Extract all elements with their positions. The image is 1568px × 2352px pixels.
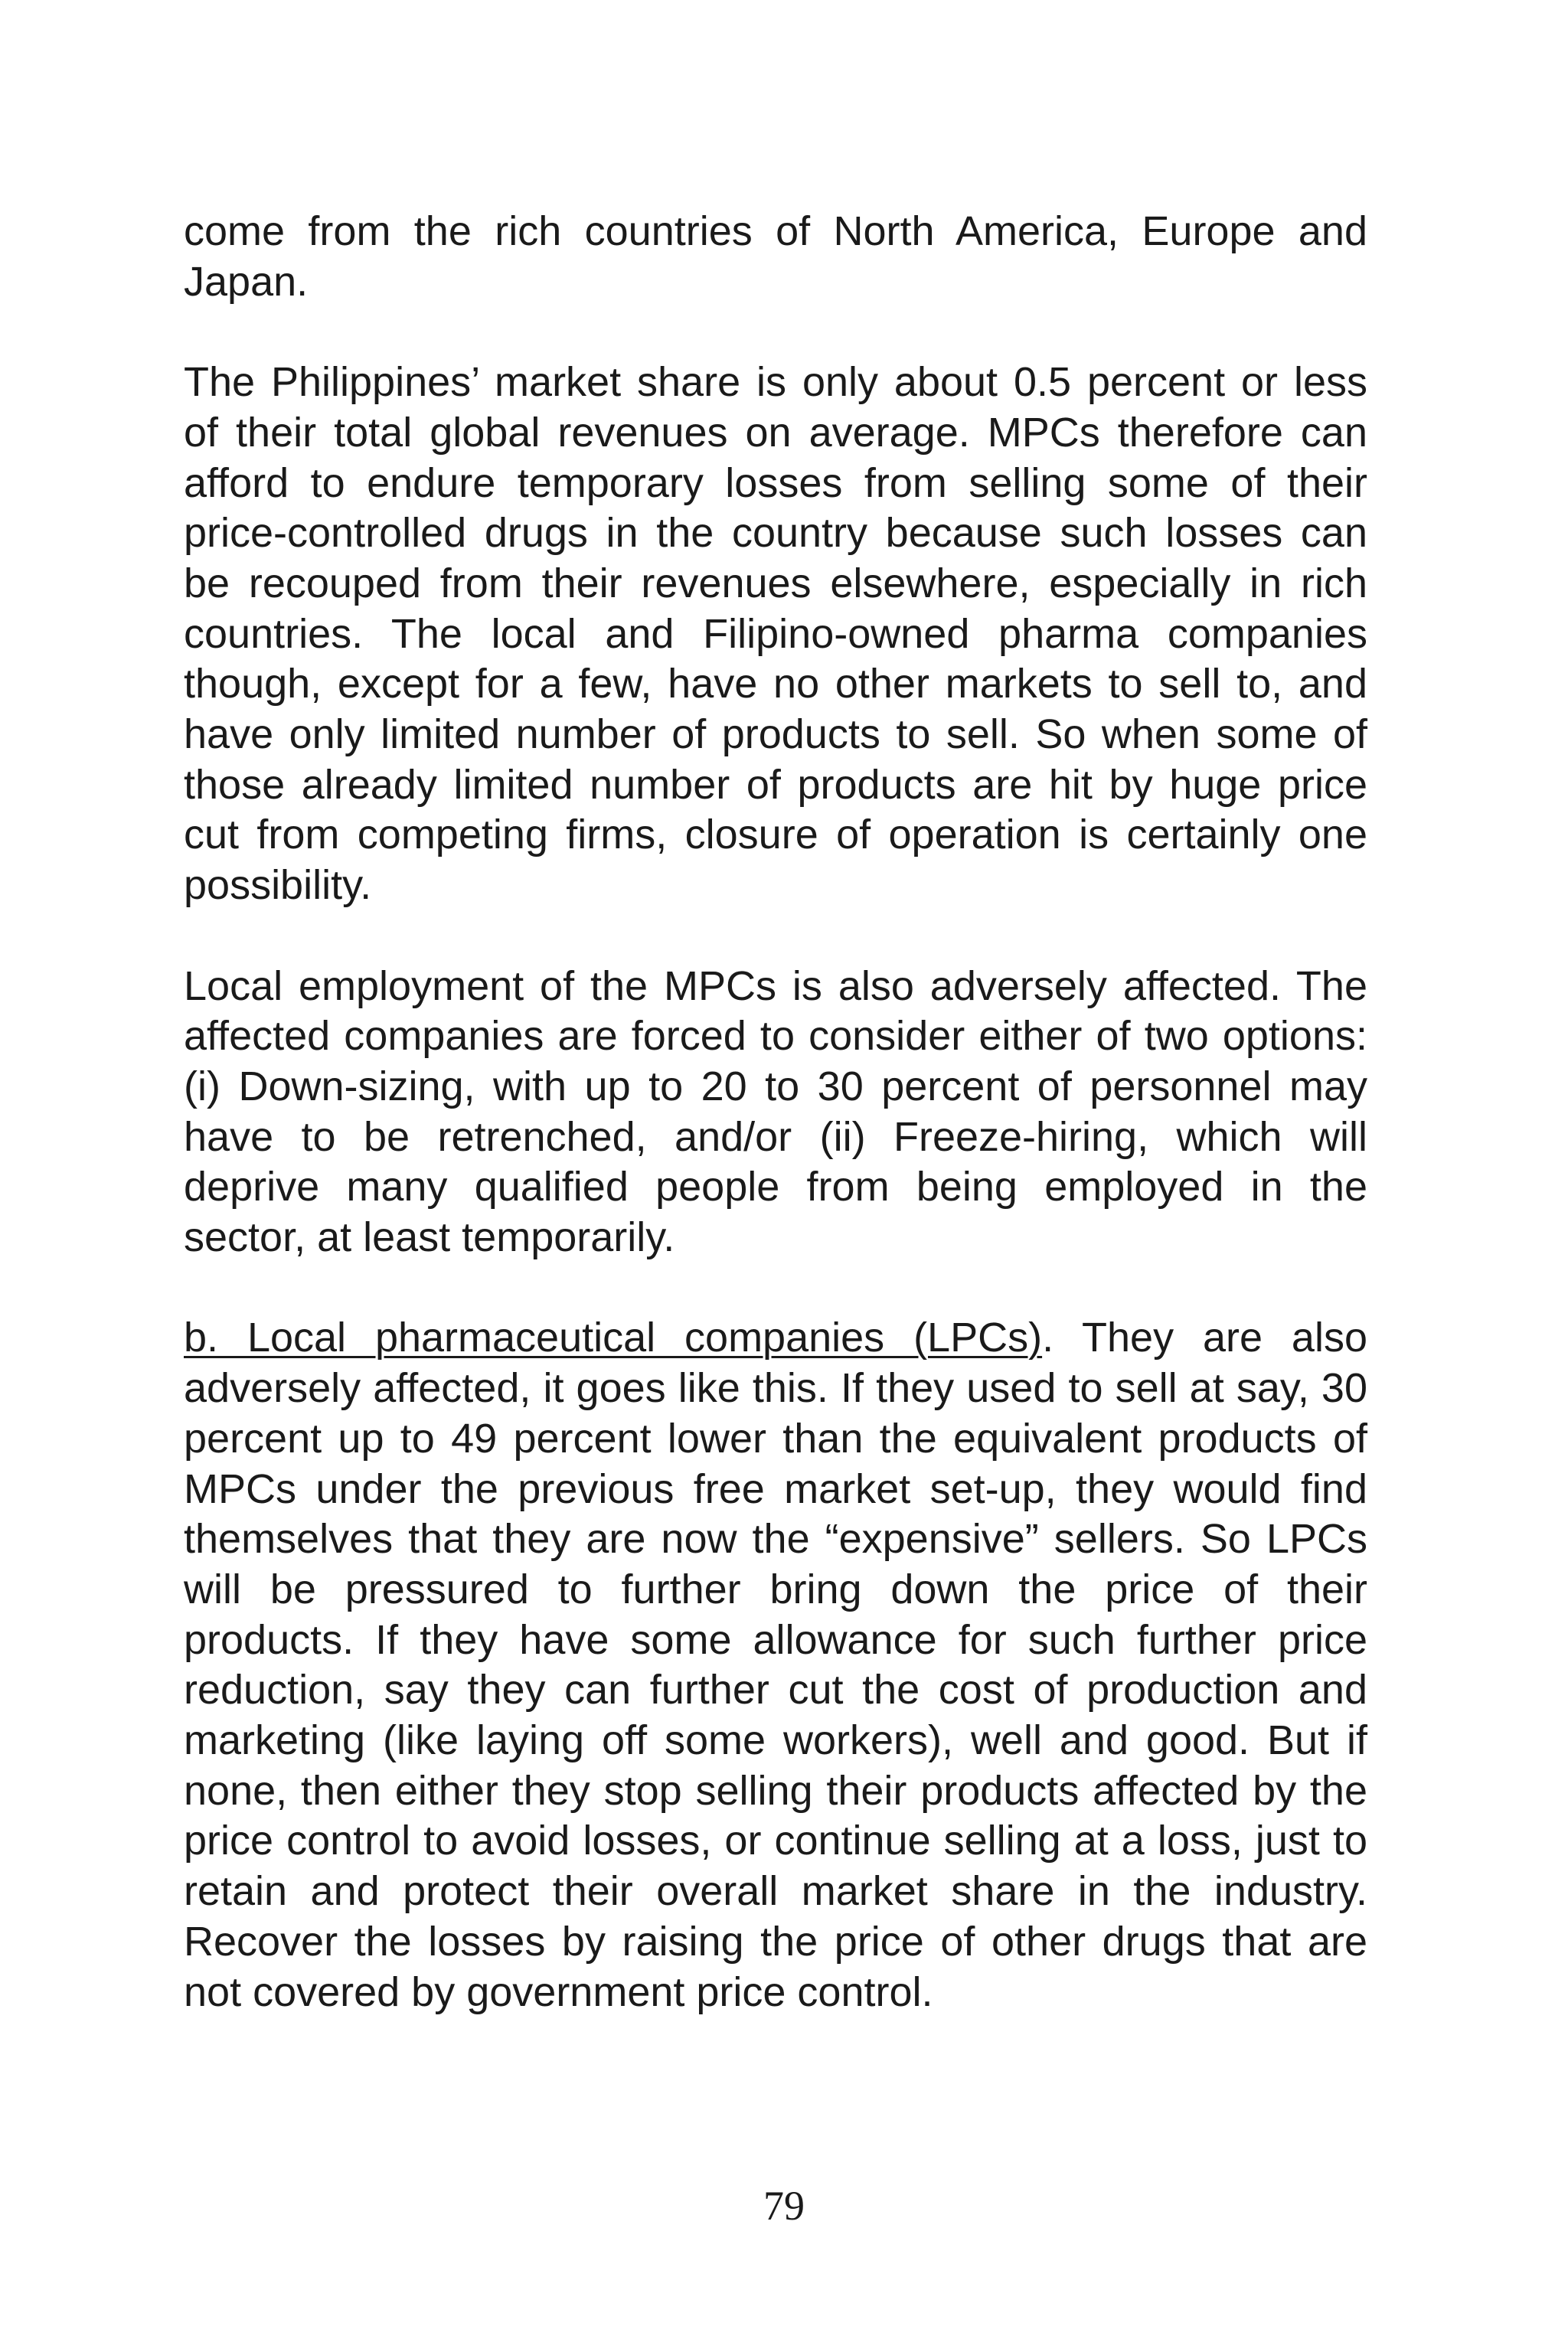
paragraph-continuation: come from the rich countries of North America, Europe and Japan. <box>184 208 1367 305</box>
paragraph-local-pharma <box>184 1313 1367 2017</box>
paragraph-local-employment: Local employment of the MPCs is also adversely affected. The affected companies are forced to consider either of two options: (i) Down-sizing, with up to 20 to 30 percent of personnel may have to be retrenched, and/or (ii) Freeze-hiring, which will deprive many qualified people from being employed in the sector, at least temporarily. <box>184 962 1367 1261</box>
section-b-body: . They are also adversely affected, it goes like this. If they used to sell at say, 30 percent up to 49 percent lower than the equivalent products of MPCs under the previous free market set-up, they would find themselves that they are now the “expensive” sellers. So LPCs will be pressured to further bring down the price of their products. If they have some allowance for such further price reduction, say they can further cut the cost of production and marketing (like laying off some workers), well and good. But if none, then either they stop selling their products affected by the price control to avoid losses, or continue selling at a loss, just to retain and protect their overall market share in the industry. Recover the losses by raising the price of other drugs that are not covered by government price control. <box>184 1315 1367 2015</box>
body-text <box>184 207 1367 2068</box>
paragraph-market-share: The Philippines’ market share is only about 0.5 percent or less of their total global revenues on average. MPCs therefore can afford to endure temporary losses from selling some of their price-controlled drugs in the country because such losses can be recouped from their revenues elsewhere, especially in rich countries. The local and Filipino-owned pharma companies though, except for a few, have no other markets to sell to, and have only limited number of products to sell. So when some of those already limited number of products are hit by huge price cut from competing firms, closure of operation is certainly one possibility. <box>184 359 1367 909</box>
page-number: 79 <box>763 2183 805 2229</box>
section-b-heading: b. Local pharmaceutical companies (LPCs) <box>184 1315 1043 1361</box>
